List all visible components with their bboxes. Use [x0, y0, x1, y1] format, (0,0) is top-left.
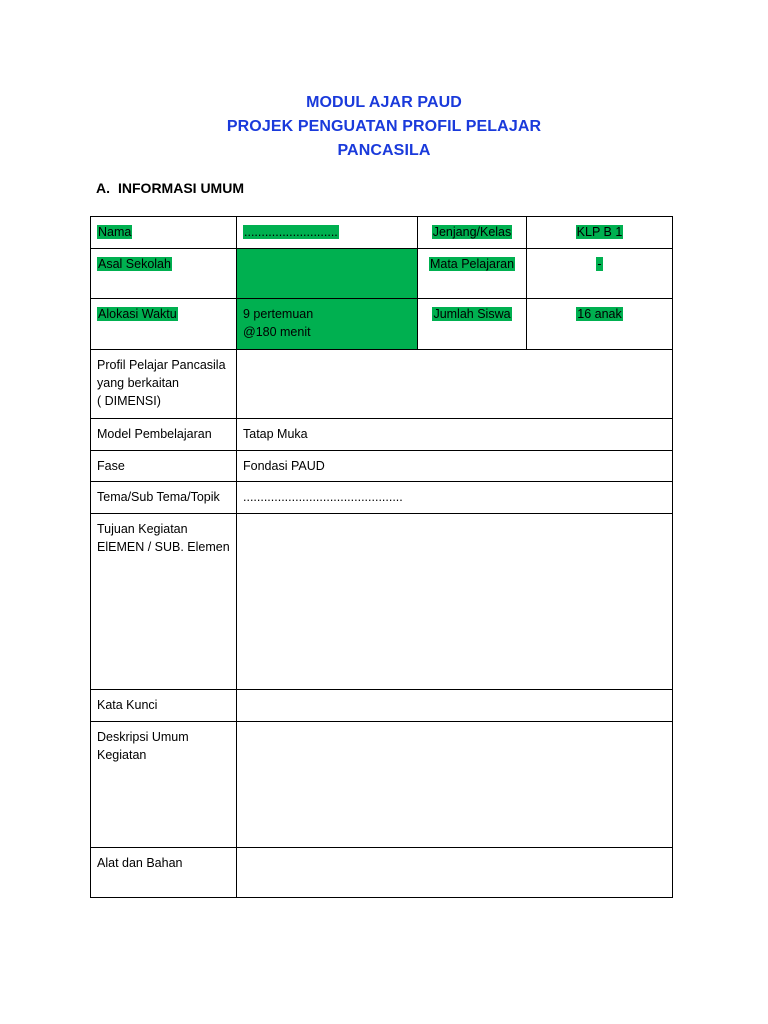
row-nama [91, 217, 673, 249]
model-pembelajaran-label: Model Pembelajaran [91, 419, 237, 451]
kata-kunci-label: Kata Kunci [91, 690, 237, 722]
profil-label-line1: Profil Pelajar Pancasila [97, 358, 226, 372]
general-info-table [90, 216, 673, 898]
row-alokasi-waktu [91, 299, 673, 350]
jumlah-siswa-label: Jumlah Siswa [433, 307, 511, 321]
row-tujuan-kegiatan [91, 514, 673, 690]
deskripsi-label: Deskripsi Umum Kegiatan [91, 722, 237, 848]
section-number: A. [96, 180, 110, 196]
kata-kunci-value [237, 690, 673, 722]
tujuan-value [237, 514, 673, 690]
deskripsi-value [237, 722, 673, 848]
tujuan-label-line2: ElEMEN / SUB. Elemen [97, 540, 230, 554]
row-asal-sekolah [91, 249, 673, 299]
nama-label: Nama [98, 225, 132, 239]
project-title: PROJEK PENGUATAN PROFIL PELAJAR [226, 118, 542, 135]
jenjang-value: KLP B 1 [576, 225, 623, 239]
alat-bahan-label: Alat dan Bahan [91, 848, 237, 898]
jenjang-label: Jenjang/Kelas [432, 225, 512, 239]
fase-label: Fase [91, 451, 237, 482]
nama-value: ........................... [244, 225, 338, 239]
row-kata-kunci [91, 690, 673, 722]
module-title: MODUL AJAR PAUD [306, 94, 462, 111]
row-fase [91, 451, 673, 482]
asal-sekolah-label: Asal Sekolah [98, 257, 171, 271]
row-profil-pelajar [91, 350, 673, 419]
profil-value [237, 350, 673, 419]
row-tema [91, 482, 673, 514]
alat-bahan-value [237, 848, 673, 898]
alokasi-waktu-minutes: @180 menit [243, 325, 311, 339]
row-alat-bahan [91, 848, 673, 898]
tema-value: .............................................. [237, 482, 673, 514]
tujuan-label-line1: Tujuan Kegiatan [97, 522, 188, 536]
model-pembelajaran-value: Tatap Muka [237, 419, 673, 451]
profil-label-line2: yang berkaitan [97, 376, 180, 390]
fase-value: Fondasi PAUD [237, 451, 673, 482]
tema-label: Tema/Sub Tema/Topik [91, 482, 237, 514]
profil-label-line3: ( DIMENSI) [97, 394, 161, 408]
row-deskripsi [91, 722, 673, 848]
mata-pelajaran-value: - [597, 257, 602, 271]
section-heading [96, 180, 244, 196]
project-title-continued: PANCASILA [337, 142, 431, 159]
section-title: INFORMASI UMUM [118, 180, 244, 196]
alokasi-waktu-meetings: 9 pertemuan [243, 307, 314, 321]
asal-sekolah-value [237, 249, 418, 299]
alokasi-waktu-label: Alokasi Waktu [98, 307, 177, 321]
row-model-pembelajaran [91, 419, 673, 451]
mata-pelajaran-label: Mata Pelajaran [429, 257, 515, 271]
jumlah-siswa-value: 16 anak [577, 307, 622, 321]
